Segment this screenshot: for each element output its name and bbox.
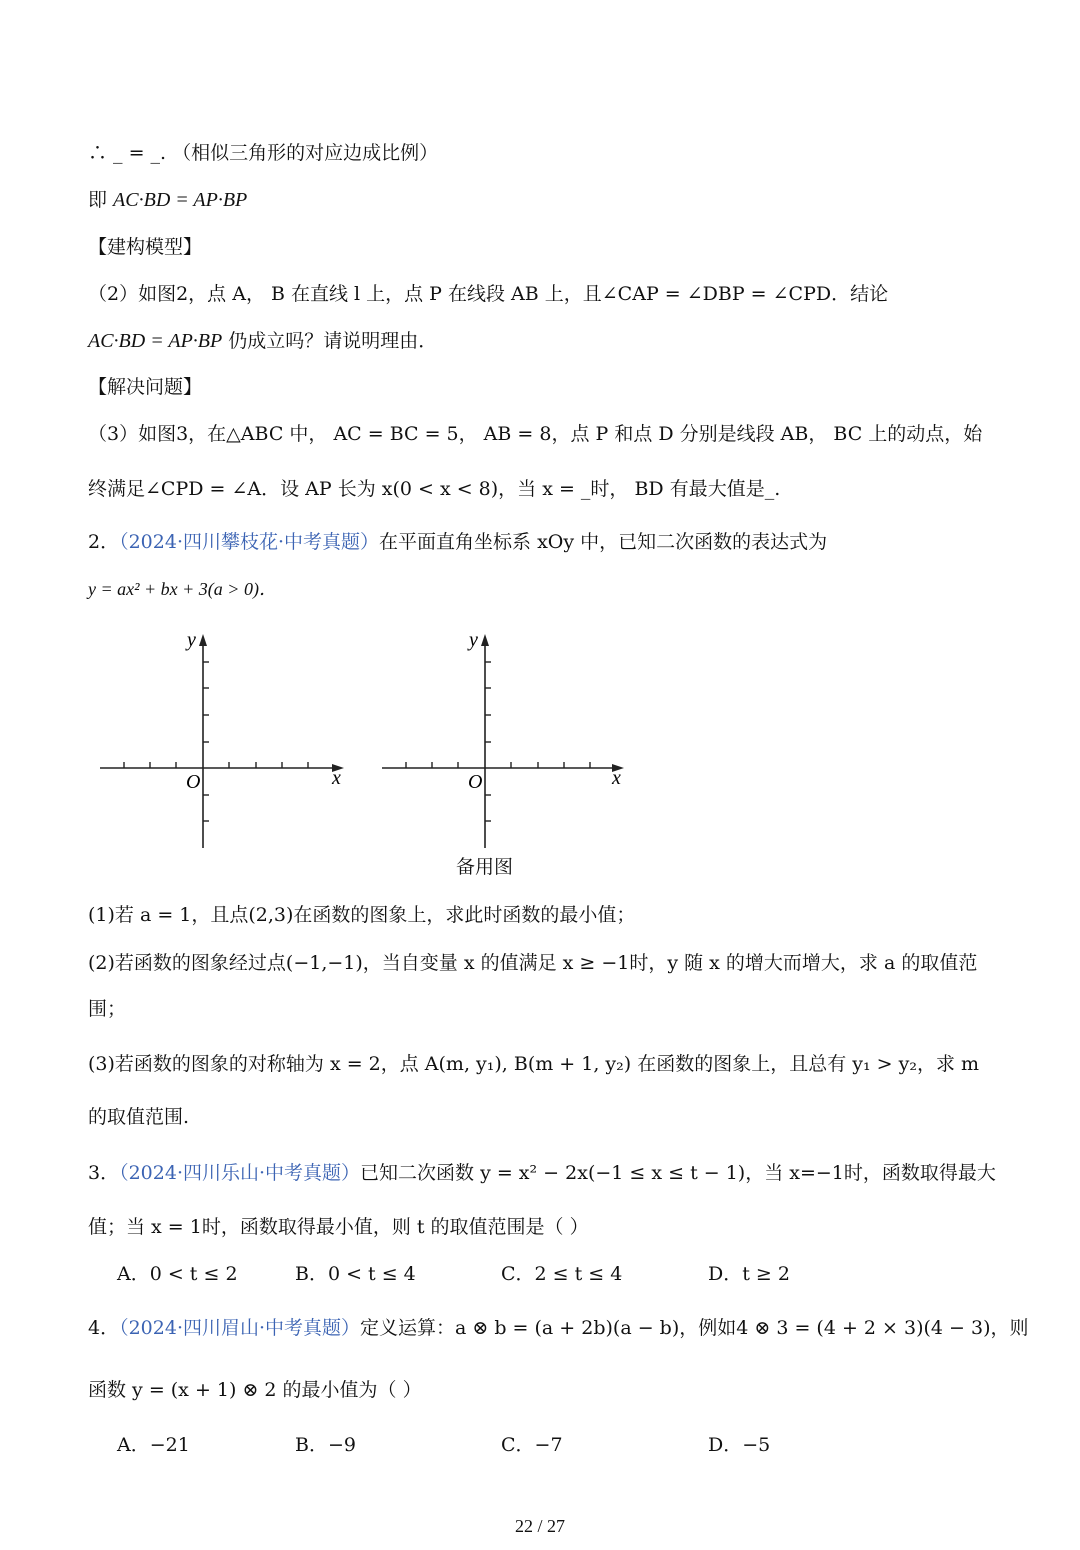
q2-part2-line2: 围； — [88, 998, 127, 1020]
q2-part2-line1: (2)若函数的图象经过点(−1,−1)，当自变量 x 的值满足 x ≥ −1时，y 随 x 的增大而增大，求 a 的取值范 — [88, 952, 978, 974]
q1-part2-text: （2）如图2，点 A， B 在直线 l 上，点 P 在线段 AB 上，且∠CAP = ∠DBP = ∠CPD．结论 — [88, 283, 889, 305]
q2-part3-line2: 的取值范围. — [88, 1106, 190, 1128]
graph-right-y-label: y — [469, 629, 478, 651]
q1-ie-prefix: 即 — [88, 189, 114, 211]
heading-model: 【建构模型】 — [88, 236, 203, 258]
q1-therefore-line: ∴ _ = _. （相似三角形的对应边成比例） — [88, 142, 439, 164]
q4-source: （2024·四川眉山·中考真题） — [119, 1317, 361, 1339]
q3-option-d[interactable]: D．t ≥ 2 — [708, 1263, 790, 1285]
graph-caption: 备用图 — [456, 856, 514, 878]
q4-text-line2: 函数 y = (x + 1) ⊗ 2 的最小值为（ ） — [88, 1379, 422, 1401]
q2-formula: y = ax² + bx + 3(a > 0)． — [88, 579, 277, 599]
q3-text-line2: 值；当 x = 1时，函数取得最小值，则 t 的取值范围是（ ） — [88, 1216, 589, 1238]
graph-right-x-label: x — [612, 767, 621, 789]
page-number: 22 / 27 — [514, 1516, 565, 1536]
q3-source: （2024·四川乐山·中考真题） — [119, 1162, 361, 1184]
graph-left-x-label: x — [332, 767, 341, 789]
q4-option-c[interactable]: C．−7 — [501, 1434, 563, 1456]
q2-part1: (1)若 a = 1，且点(2,3)在函数的图象上，求此时函数的最小值； — [88, 904, 636, 926]
q4-option-b[interactable]: B．−9 — [295, 1434, 356, 1456]
q1-ie-formula: AC·BD = AP·BP — [113, 189, 248, 211]
graph-left — [100, 634, 344, 848]
q3-header — [88, 1160, 996, 1186]
q3-number: 3． — [88, 1162, 120, 1184]
q1-part2-tail: 仍成立吗？请说明理由． — [222, 330, 438, 352]
q2-part3-line1: (3)若函数的图象的对称轴为 x = 2，点 A(m, y₁), B(m + 1, y₂) 在函数的图象上，且总有 y₁ > y₂，求 m — [88, 1053, 980, 1075]
graph-right — [382, 634, 624, 848]
q4-option-a[interactable]: A．−21 — [117, 1434, 190, 1456]
q3-option-a[interactable]: A．0 < t ≤ 2 — [117, 1263, 238, 1285]
q4-number: 4． — [88, 1317, 120, 1339]
q2-source: （2024·四川攀枝花·中考真题） — [119, 531, 380, 553]
graph-left-origin-label: O — [186, 771, 201, 793]
q3-option-b[interactable]: B．0 < t ≤ 4 — [295, 1263, 416, 1285]
q4-header — [88, 1315, 1029, 1341]
graph-left-y-label: y — [187, 629, 196, 651]
graph-right-origin-label: O — [468, 771, 483, 793]
q1-part2-formula: AC·BD = AP·BP — [88, 330, 223, 352]
q4-text-line1: 定义运算：a ⊗ b = (a + 2b)(a − b)，例如4 ⊗ 3 = (4 + 2 × 3)(4 − 3)，则 — [360, 1317, 1029, 1339]
q1-part3-line2: 终满足∠CPD = ∠A．设 AP 长为 x(0 < x < 8)，当 x = _时， BD 有最大值是_. — [88, 478, 781, 500]
q2-text: 在平面直角坐标系 xOy 中，已知二次函数的表达式为 — [379, 531, 828, 553]
heading-solve: 【解决问题】 — [88, 376, 203, 398]
q2-number: 2． — [88, 531, 120, 553]
q1-part3-line1: （3）如图3，在△ABC 中， AC = BC = 5， AB = 8，点 P 和点 D 分别是线段 AB， BC 上的动点，始 — [88, 423, 983, 445]
q4-option-d[interactable]: D．−5 — [708, 1434, 771, 1456]
q3-option-c[interactable]: C．2 ≤ t ≤ 4 — [501, 1263, 623, 1285]
q3-text-line1: 已知二次函数 y = x² − 2x(−1 ≤ x ≤ t − 1)，当 x=−1时，函数取得最大 — [360, 1162, 996, 1184]
